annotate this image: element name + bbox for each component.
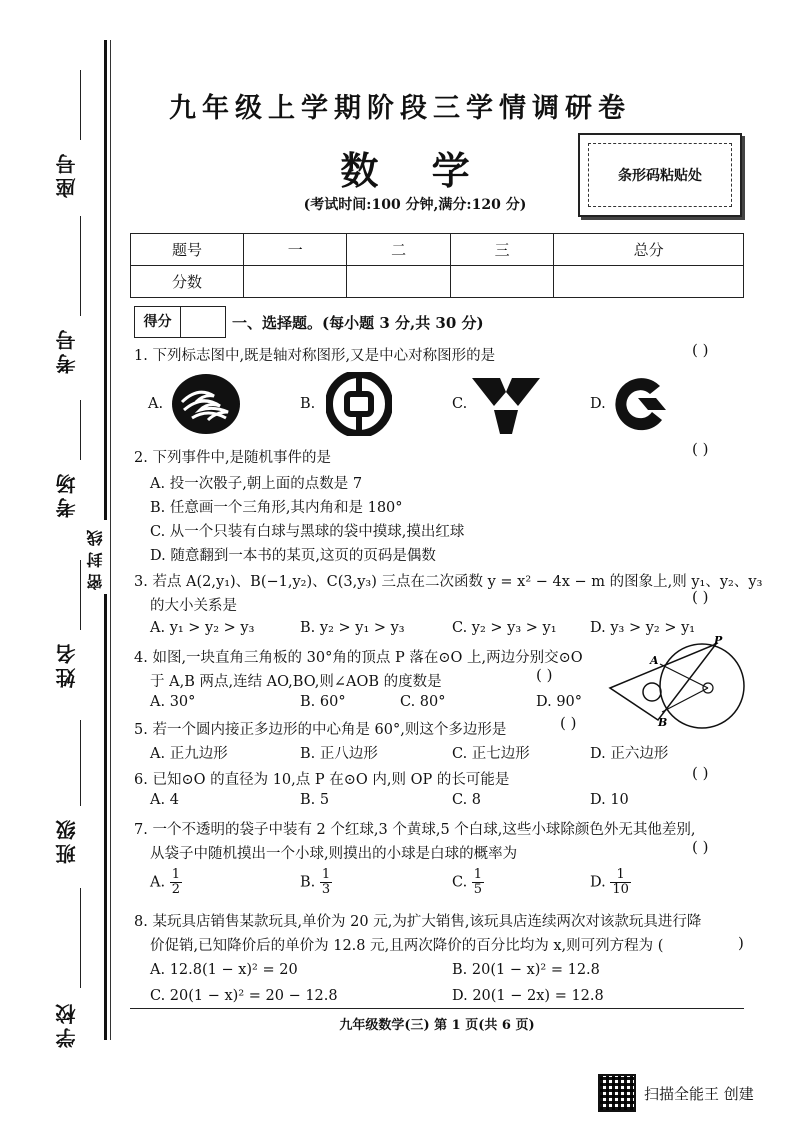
q5-option-b: B. 正八边形	[300, 746, 378, 762]
exam-info: (考试时间:100 分钟,满分:120 分)	[303, 197, 527, 213]
q7-option-c	[452, 868, 484, 897]
q7-option-d-letter: D.	[590, 874, 606, 891]
q5-option-a: A. 正九边形	[150, 746, 228, 762]
barcode-label: 条形码粘贴处	[588, 143, 732, 207]
q7-option-b	[300, 868, 332, 897]
q7-d-numerator: 1	[610, 868, 631, 883]
q7-answer-paren: ( )	[692, 838, 709, 856]
name-label: 姓名	[55, 640, 79, 688]
q7-a-denominator: 2	[171, 882, 180, 897]
room-label: 考场	[55, 470, 79, 518]
score-table	[130, 233, 744, 298]
china-mobile-logo-icon	[170, 372, 242, 436]
q4-label-a: A	[650, 654, 659, 667]
q8-stem: 8. 某玩具店销售某款玩具,单价为 20 元,为扩大销售,该玩具店连续两次对该款玩具进行降	[134, 914, 702, 930]
score-header-cell: 总分	[554, 234, 744, 266]
q5-answer-paren: ( )	[560, 714, 577, 732]
q2-option-b: B. 任意画一个三角形,其内角和是 180°	[150, 500, 403, 516]
q5-option-c: C. 正七边形	[452, 746, 530, 762]
q4-option-b: B. 60°	[300, 694, 346, 710]
exam-no-line	[80, 216, 81, 316]
q6-option-a: A. 4	[150, 792, 179, 808]
page-title: 九年级上学期阶段三学情调研卷	[169, 93, 631, 124]
q3-stem-line2: 的大小关系是	[150, 598, 237, 614]
subject-title: 数 学	[340, 148, 490, 193]
q3-option-b: B. y₂ > y₁ > y₃	[300, 620, 405, 636]
q4-answer-paren: ( )	[536, 666, 553, 684]
section-title: 一、选择题。(每小题 3 分,共 30 分)	[232, 314, 484, 332]
q1-answer-paren: ( )	[692, 341, 709, 359]
score-cell[interactable]	[347, 266, 450, 298]
q3-option-d: D. y₃ > y₂ > y₁	[590, 620, 696, 636]
q7-c-numerator: 1	[473, 867, 483, 882]
defen-label: 得分	[135, 307, 181, 337]
q2-stem: 2. 下列事件中,是随机事件的是	[134, 450, 332, 466]
q7-stem-line2: 从袋子中随机摸出一个小球,则摸出的小球是白球的概率为	[150, 846, 518, 862]
class-label: 班级	[55, 816, 79, 864]
q4-circle-triangle-diagram	[606, 634, 756, 730]
binding-text: 密封线	[84, 520, 107, 594]
room-line	[80, 400, 81, 460]
q2-option-a: A. 投一次骰子,朝上面的点数是 7	[150, 476, 363, 492]
q4-stem-line2: 于 A,B 两点,连结 AO,BO,则∠AOB 的度数是	[150, 674, 442, 690]
q7-option-a-letter: A.	[150, 874, 166, 891]
q7-option-b-fraction	[320, 868, 332, 897]
q8-option-b: B. 20(1 − x)² = 12.8	[452, 962, 600, 978]
footer-divider	[130, 1008, 744, 1009]
q3-stem: 3. 若点 A(2,y₁)、B(−1,y₂)、C(3,y₃) 三点在二次函数 y = x² − 4x − m 的图象上,则 y₁、y₂、y₃	[134, 574, 763, 590]
q6-stem: 6. 已知⊙O 的直径为 10,点 P 在⊙O 内,则 OP 的长可能是	[134, 772, 510, 788]
q4-option-d: D. 90°	[536, 694, 583, 710]
score-header-cell: 一	[244, 234, 347, 266]
q4-stem: 4. 如图,一块直角三角板的 30°角的顶点 P 落在⊙O 上,两边分别交⊙O	[134, 650, 583, 666]
q1-option-c: C.	[452, 396, 468, 412]
qr-code-icon	[598, 1074, 636, 1112]
seat-line	[80, 70, 81, 140]
q3-option-a: A. y₁ > y₂ > y₃	[150, 620, 255, 636]
q4-label-p: P	[714, 634, 723, 647]
score-row-label: 分数	[131, 266, 244, 298]
school-line	[80, 888, 81, 988]
q7-d-denominator: 10	[612, 882, 629, 897]
q8-answer-paren-end: )	[738, 934, 744, 952]
exam-no-label: 考号	[55, 326, 79, 374]
scanner-watermark	[598, 1074, 754, 1112]
score-cell[interactable]	[554, 266, 744, 298]
q4-option-c: C. 80°	[400, 694, 446, 710]
q6-answer-paren: ( )	[692, 764, 709, 782]
q7-option-c-letter: C.	[452, 874, 468, 891]
score-header-cell: 二	[347, 234, 450, 266]
q8-option-d: D. 20(1 − 2x) = 12.8	[452, 988, 604, 1004]
score-table-score-row	[131, 266, 744, 298]
score-header-cell: 题号	[131, 234, 244, 266]
q7-b-denominator: 3	[321, 882, 331, 897]
q7-b-numerator: 1	[321, 867, 331, 882]
defen-box	[134, 306, 226, 338]
seat-label: 座号	[55, 150, 79, 198]
school-label: 学校	[55, 1000, 79, 1048]
q4-label-b: B	[658, 716, 668, 729]
score-header-cell: 三	[450, 234, 553, 266]
q7-option-b-letter: B.	[300, 874, 316, 891]
q7-a-numerator: 1	[171, 867, 180, 882]
binding-line-inner	[110, 40, 111, 1040]
q5-option-d: D. 正六边形	[590, 746, 669, 762]
score-cell[interactable]	[450, 266, 553, 298]
q8-option-a: A. 12.8(1 − x)² = 20	[150, 962, 298, 978]
q2-option-c: C. 从一个只装有白球与黑球的袋中摸球,摸出红球	[150, 524, 465, 540]
score-table-header-row	[131, 234, 744, 266]
q7-stem: 7. 一个不透明的袋子中装有 2 个红球,3 个黄球,5 个白球,这些小球除颜色外无其他差别,	[134, 822, 696, 838]
q6-option-c: C. 8	[452, 792, 482, 808]
name-line	[80, 560, 81, 630]
page-footer: 九年级数学(三) 第 1 页(共 6 页)	[339, 1018, 535, 1033]
q5-stem: 5. 若一个圆内接正多边形的中心角是 60°,则这个多边形是	[134, 722, 507, 738]
q7-option-c-fraction	[472, 868, 484, 897]
q7-option-a	[150, 868, 182, 897]
q2-option-d: D. 随意翻到一本书的某页,这页的页码是偶数	[150, 548, 436, 564]
q6-option-b: B. 5	[300, 792, 330, 808]
q8-option-c: C. 20(1 − x)² = 20 − 12.8	[150, 988, 338, 1004]
class-line	[80, 720, 81, 806]
construction-bank-logo-icon	[608, 372, 674, 436]
q3-answer-paren: ( )	[692, 588, 709, 606]
q7-option-d-fraction	[610, 868, 631, 897]
watermark-text: 扫描全能王 创建	[644, 1084, 754, 1103]
q1-stem: 1. 下列标志图中,既是轴对称图形,又是中心对称图形的是	[134, 348, 496, 364]
score-cell[interactable]	[244, 266, 347, 298]
q3-option-c: C. y₂ > y₃ > y₁	[452, 620, 557, 636]
q1-option-d: D.	[590, 396, 606, 412]
mitsubishi-like-logo-icon	[470, 374, 542, 436]
q8-stem-line2: 价促销,已知降价后的单价为 12.8 元,且两次降价的百分比均为 x,则可列方程为 (	[150, 938, 664, 954]
q2-answer-paren: ( )	[692, 440, 709, 458]
q7-option-a-fraction	[170, 868, 182, 897]
q1-option-a: A.	[148, 396, 164, 412]
barcode-box	[578, 133, 742, 217]
q6-option-d: D. 10	[590, 792, 629, 808]
bank-of-china-logo-icon	[326, 372, 392, 436]
q7-option-d	[590, 868, 631, 897]
q4-option-a: A. 30°	[150, 694, 196, 710]
q1-option-b: B.	[300, 396, 316, 412]
q7-c-denominator: 5	[473, 882, 483, 897]
